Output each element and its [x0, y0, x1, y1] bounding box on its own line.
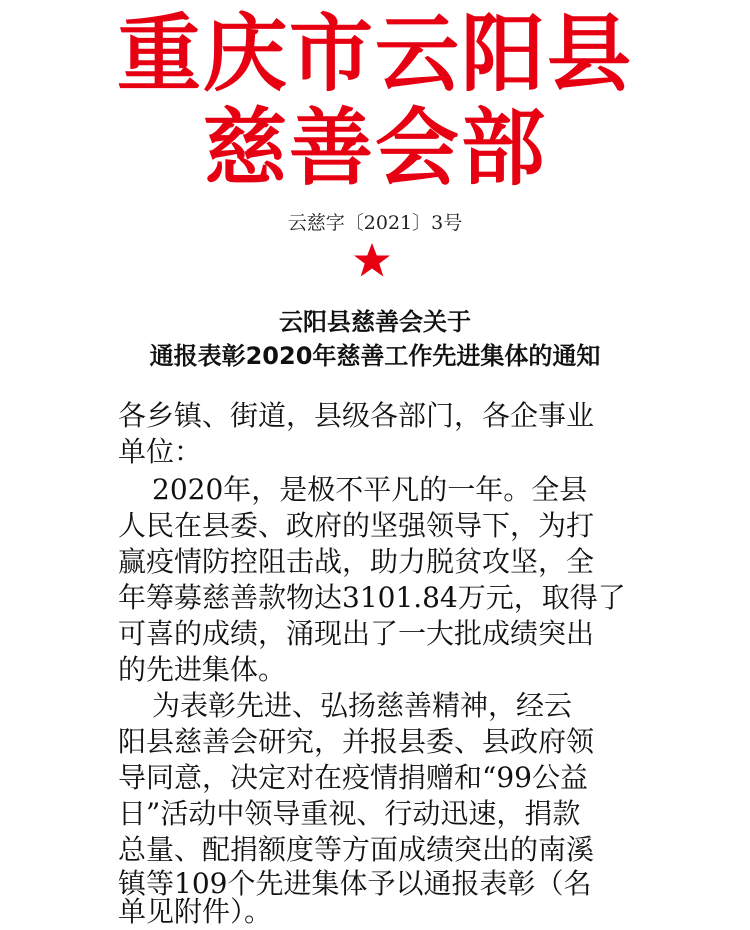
document-number: 云慈字〔2021〕3号: [287, 212, 463, 234]
body-line-5: 赢疫情防控阻击战，助力脱贫攻坚，全: [118, 545, 595, 578]
body-line-6: 年筹募慈善款物达3101.84万元，取得了: [118, 581, 626, 614]
letterhead-title-line-1: 重庆市云阳县: [116, 5, 633, 103]
body-line-3: 2020年，是极不平凡的一年。全县: [152, 473, 588, 506]
subject-line-1: 云阳县慈善会关于: [279, 308, 471, 336]
body-line-7: 可喜的成绩，涌现出了一大批成绩突出: [118, 617, 595, 650]
body-line-8: 的先进集体。: [118, 653, 287, 686]
body-line-13: 总量、配捐额度等方面成绩突出的南溪: [118, 833, 595, 866]
body-line-14: 镇等109个先进集体予以通报表彰（名: [118, 867, 592, 900]
letterhead-title-line-2: 慈善会部: [202, 99, 547, 197]
body-line-2: 单位：: [118, 435, 203, 468]
body-line-11: 导同意，决定对在疫情捐赠和“99公益: [118, 761, 588, 794]
body-line-15: 单见附件）。: [118, 895, 273, 928]
subject-line-2: 通报表彰2020年慈善工作先进集体的通知: [149, 342, 601, 370]
body-line-10: 阳县慈善会研究，并报县委、县政府领: [118, 725, 595, 758]
body-line-1: 各乡镇、街道，县级各部门，各企事业: [118, 399, 595, 432]
star-icon: [352, 242, 392, 278]
body-line-9: 为表彰先进、弘扬慈善精神，经云: [152, 689, 573, 722]
body-line-12: 日”活动中领导重视、行动迅速，捐款: [118, 797, 581, 830]
body-line-4: 人民在县委、政府的坚强领导下，为打: [118, 509, 595, 542]
